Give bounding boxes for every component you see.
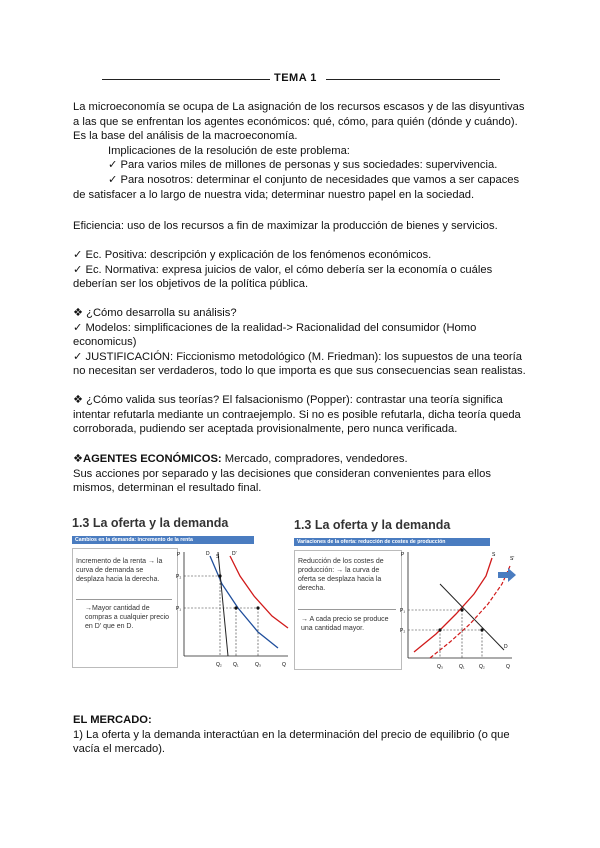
figure-note: →Mayor cantidad de compras a cualquier precio en D' que en D.	[85, 605, 170, 630]
supply-shift-figure	[294, 510, 524, 675]
title-rule-right	[326, 79, 500, 80]
quantity-label: Q₂	[479, 664, 485, 670]
price-label: P₂	[400, 628, 406, 634]
equilibrium-point	[438, 628, 441, 631]
axis-q-label: Q	[282, 662, 286, 668]
curve-label-s-prime: S'	[510, 556, 515, 562]
market-heading: EL MERCADO:	[73, 714, 152, 726]
figure-note-divider	[76, 599, 172, 600]
shift-arrow-icon	[498, 568, 516, 582]
equilibrium-point	[256, 606, 259, 609]
intro-paragraph: La microeconomía se ocupa de La asignación de los recursos escasos y de las disyuntivas a las que se enfrentan los agentes económicos: qué, cómo, para quién (dónde y cuándo).	[73, 101, 525, 128]
analysis-question: ❖ ¿Cómo desarrolla su análisis?	[73, 307, 237, 319]
title-rule-left	[102, 79, 270, 80]
curve-label-d-prime: D'	[232, 551, 237, 557]
figure-title: 1.3 La oferta y la demanda	[72, 516, 229, 530]
quantity-label: Q₂	[216, 662, 222, 668]
axis-q-label: Q	[506, 664, 510, 670]
validation-block	[73, 393, 533, 437]
agents-label: ❖AGENTES ECONÓMICOS:	[73, 453, 222, 465]
efficiency-paragraph: Eficiencia: uso de los recursos a fin de maximizar la producción de bienes y servicios.	[73, 220, 498, 232]
equilibrium-point	[218, 574, 221, 577]
implication-item: ✓ Para varios miles de millones de personas y sus sociedades: supervivencia.	[108, 159, 498, 172]
figure-note: Reducción de los costes de producción: → la curva de oferta se desplaza hacia la derecha.	[298, 558, 384, 592]
price-label: P₁	[176, 606, 182, 612]
demand-curve-d-prime	[230, 556, 288, 628]
page-title: TEMA 1	[274, 72, 317, 84]
quantity-label: Q₁	[459, 664, 465, 670]
supply-curve-s	[414, 558, 492, 652]
positive-economics: ✓ Ec. Positiva: descripción y explicación de los fenómenos económicos.	[73, 249, 432, 261]
equilibrium-point	[234, 606, 237, 609]
curve-label-s: S	[216, 554, 220, 560]
demand-shift-graph	[176, 548, 292, 674]
models-paragraph: ✓ Modelos: simplificaciones de la realidad-> Racionalidad del consumidor (Homo economicus)	[73, 321, 477, 349]
intro-paragraph-2: Es la base del análisis de la macroeconomía.	[73, 130, 298, 143]
efficiency-block	[73, 219, 533, 234]
economics-types-block	[73, 248, 533, 292]
implication-item: ✓ Para nosotros: determinar el conjunto de necesidades que vamos a ser capaces	[108, 173, 520, 186]
supply-curve	[218, 552, 228, 656]
agents-description: Sus acciones por separado y las decisiones que consideran convenientes para ellos mismos, determinan el resultado final.	[73, 467, 491, 495]
implications-heading: Implicaciones de la resolución de este problema:	[108, 144, 350, 157]
demand-shift-figure	[72, 510, 292, 675]
curve-label-d: D	[206, 551, 210, 557]
agents-line	[73, 452, 533, 467]
quantity-label: Q₁	[233, 662, 239, 668]
equilibrium-point	[460, 608, 463, 611]
curve-label-d: D	[504, 644, 508, 650]
normative-economics: ✓ Ec. Normativa: expresa juicios de valor, el cómo debería ser la economía o cuáles deberían ser los objetivos de la política pública.	[73, 263, 493, 291]
title-line	[102, 72, 500, 86]
figure-header: Variaciones de la oferta: reducción de costes de producción	[294, 538, 490, 546]
intro-block	[73, 100, 533, 202]
price-label: P₂	[176, 574, 182, 580]
figure-header: Cambios en la demanda: incremento de la renta	[72, 536, 254, 544]
implication-item-cont: de satisfacer a lo largo de nuestra vida; determinar nuestro papel en la sociedad.	[73, 188, 475, 201]
figure-title: 1.3 La oferta y la demanda	[294, 518, 451, 532]
price-label: P₁	[400, 608, 406, 614]
supply-shift-graph	[400, 548, 524, 676]
quantity-label: Q₃	[437, 664, 443, 670]
figure-note: Incremento de la renta → la curva de demanda se desplaza hacia la derecha.	[76, 558, 163, 583]
figure-note-box	[294, 550, 402, 670]
agents-list: Mercado, compradores, vendedores.	[221, 453, 408, 465]
axis-p-label: P	[177, 552, 181, 558]
figure-note: → A cada precio se produce una cantidad mayor.	[301, 616, 389, 632]
figure-note-divider	[298, 609, 396, 610]
quantity-label: Q₃	[255, 662, 261, 668]
curve-label-s: S	[492, 552, 496, 558]
validation-paragraph: ❖ ¿Cómo valida sus teorías? El falsacionismo (Popper): contrastar una teoría significa intentar refutarla mediante un contraejemplo. Si no es posible refutarla, dicha teoría queda corroborada, pudiendo ser aceptada provisionalmente, pero nunca verificada.	[73, 394, 521, 436]
market-paragraph: 1) La oferta y la demanda interactúan en la determinación del precio de equilibrio (o que vacía el mercado).	[73, 728, 510, 756]
axis-p-label: P	[401, 552, 405, 558]
analysis-block	[73, 306, 533, 379]
justification-paragraph: ✓ JUSTIFICACIÓN: Ficcionismo metodológico (M. Friedman): los supuestos de una teoría no necesitan ser verdaderos, todo lo que importa es que sus consecuencias sean realistas.	[73, 350, 526, 378]
equilibrium-point	[480, 628, 483, 631]
agents-block	[73, 452, 533, 496]
market-block	[73, 713, 533, 757]
figure-note-box	[72, 548, 178, 668]
